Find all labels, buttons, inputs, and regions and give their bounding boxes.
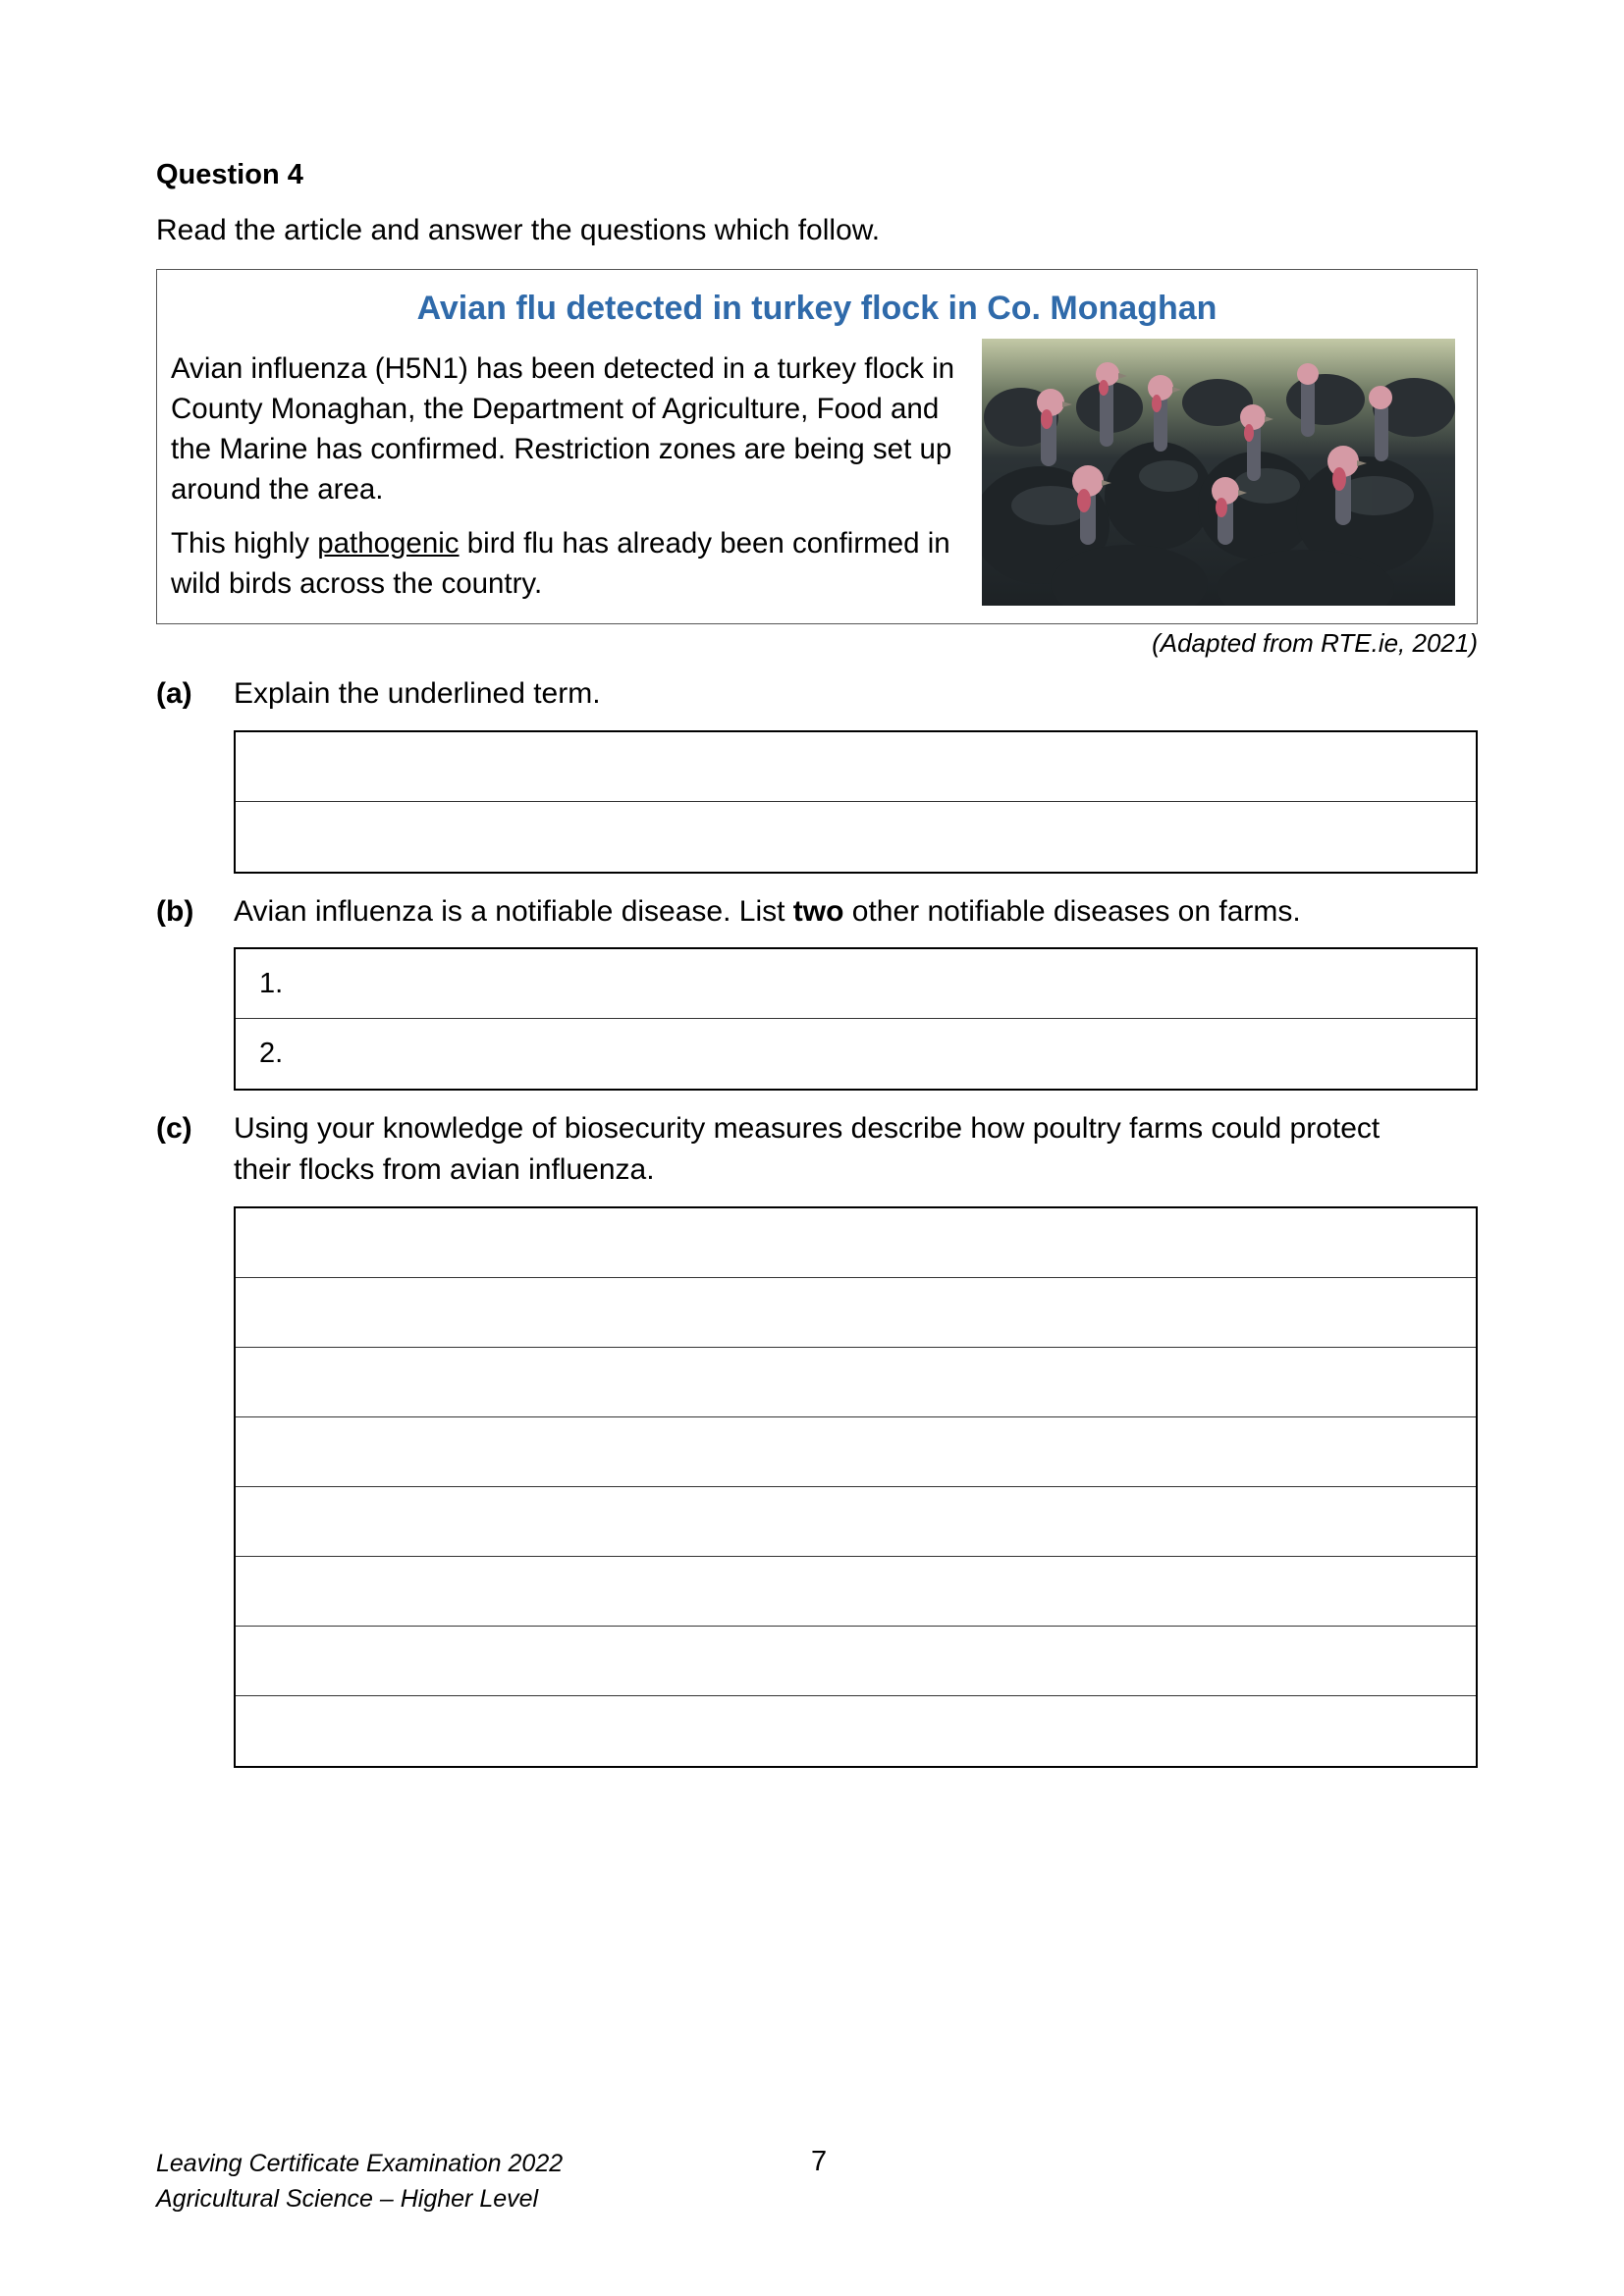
page-number: 7 — [811, 2146, 828, 2177]
answer-line[interactable] — [236, 1208, 1476, 1278]
answer-line[interactable] — [236, 732, 1476, 802]
answer-line[interactable] — [236, 1487, 1476, 1557]
article-paragraph-2 — [171, 523, 956, 604]
part-b-text — [234, 891, 1301, 933]
article-text-segment: bird flu has already been confirmed in wild birds across the country. — [171, 527, 950, 600]
footer-subject: Agricultural Science – Higher Level — [156, 2185, 539, 2213]
answer-line[interactable] — [236, 1696, 1476, 1766]
answer-line[interactable] — [236, 802, 1476, 872]
question-title: Question 4 — [156, 159, 303, 190]
answer-line[interactable] — [236, 1627, 1476, 1696]
part-b-emphasis: two — [792, 895, 844, 928]
part-c-answer-box[interactable] — [234, 1206, 1478, 1768]
answer-line-1[interactable]: 1. — [236, 949, 1476, 1019]
part-a-label: (a) — [156, 677, 192, 710]
answer-line[interactable] — [236, 1417, 1476, 1487]
answer-line[interactable] — [236, 1348, 1476, 1417]
part-a-text: Explain the underlined term. — [234, 677, 601, 710]
article-source: (Adapted from RTE.ie, 2021) — [1152, 628, 1478, 658]
answer-line[interactable] — [236, 1278, 1476, 1348]
part-a-answer-box[interactable] — [234, 730, 1478, 874]
article-box — [156, 269, 1478, 624]
part-c-text-line: Using your knowledge of biosecurity measures describe how poultry farms could protect — [234, 1112, 1380, 1145]
article-headline: Avian flu detected in turkey flock in Co. Monaghan — [416, 290, 1218, 327]
part-b-text-segment: other notifiable diseases on farms. — [843, 895, 1301, 928]
article-paragraph-1: Avian influenza (H5N1) has been detected in a turkey flock in County Monaghan, the Department of Agriculture, Food and the Marine has confirmed. Restriction zones are being set up around the area. — [171, 352, 955, 506]
part-b-label: (b) — [156, 895, 194, 928]
question-intro: Read the article and answer the questions which follow. — [156, 214, 881, 246]
part-c-text — [234, 1108, 1380, 1191]
answer-line-2[interactable]: 2. — [259, 1038, 284, 1069]
turkey-flock-photo — [982, 339, 1455, 606]
article-text-segment: This highly — [171, 527, 318, 560]
part-c-text-line: their flocks from avian influenza. — [234, 1153, 655, 1186]
underlined-term: pathogenic — [317, 527, 460, 560]
part-b-answer-box[interactable] — [234, 947, 1478, 1091]
article-text — [171, 348, 956, 617]
answer-line[interactable] — [236, 1557, 1476, 1627]
part-c-label: (c) — [156, 1112, 192, 1145]
part-b-text-segment: Avian influenza is a notifiable disease. List — [234, 895, 793, 928]
footer-exam-title: Leaving Certificate Examination 2022 — [156, 2150, 564, 2177]
